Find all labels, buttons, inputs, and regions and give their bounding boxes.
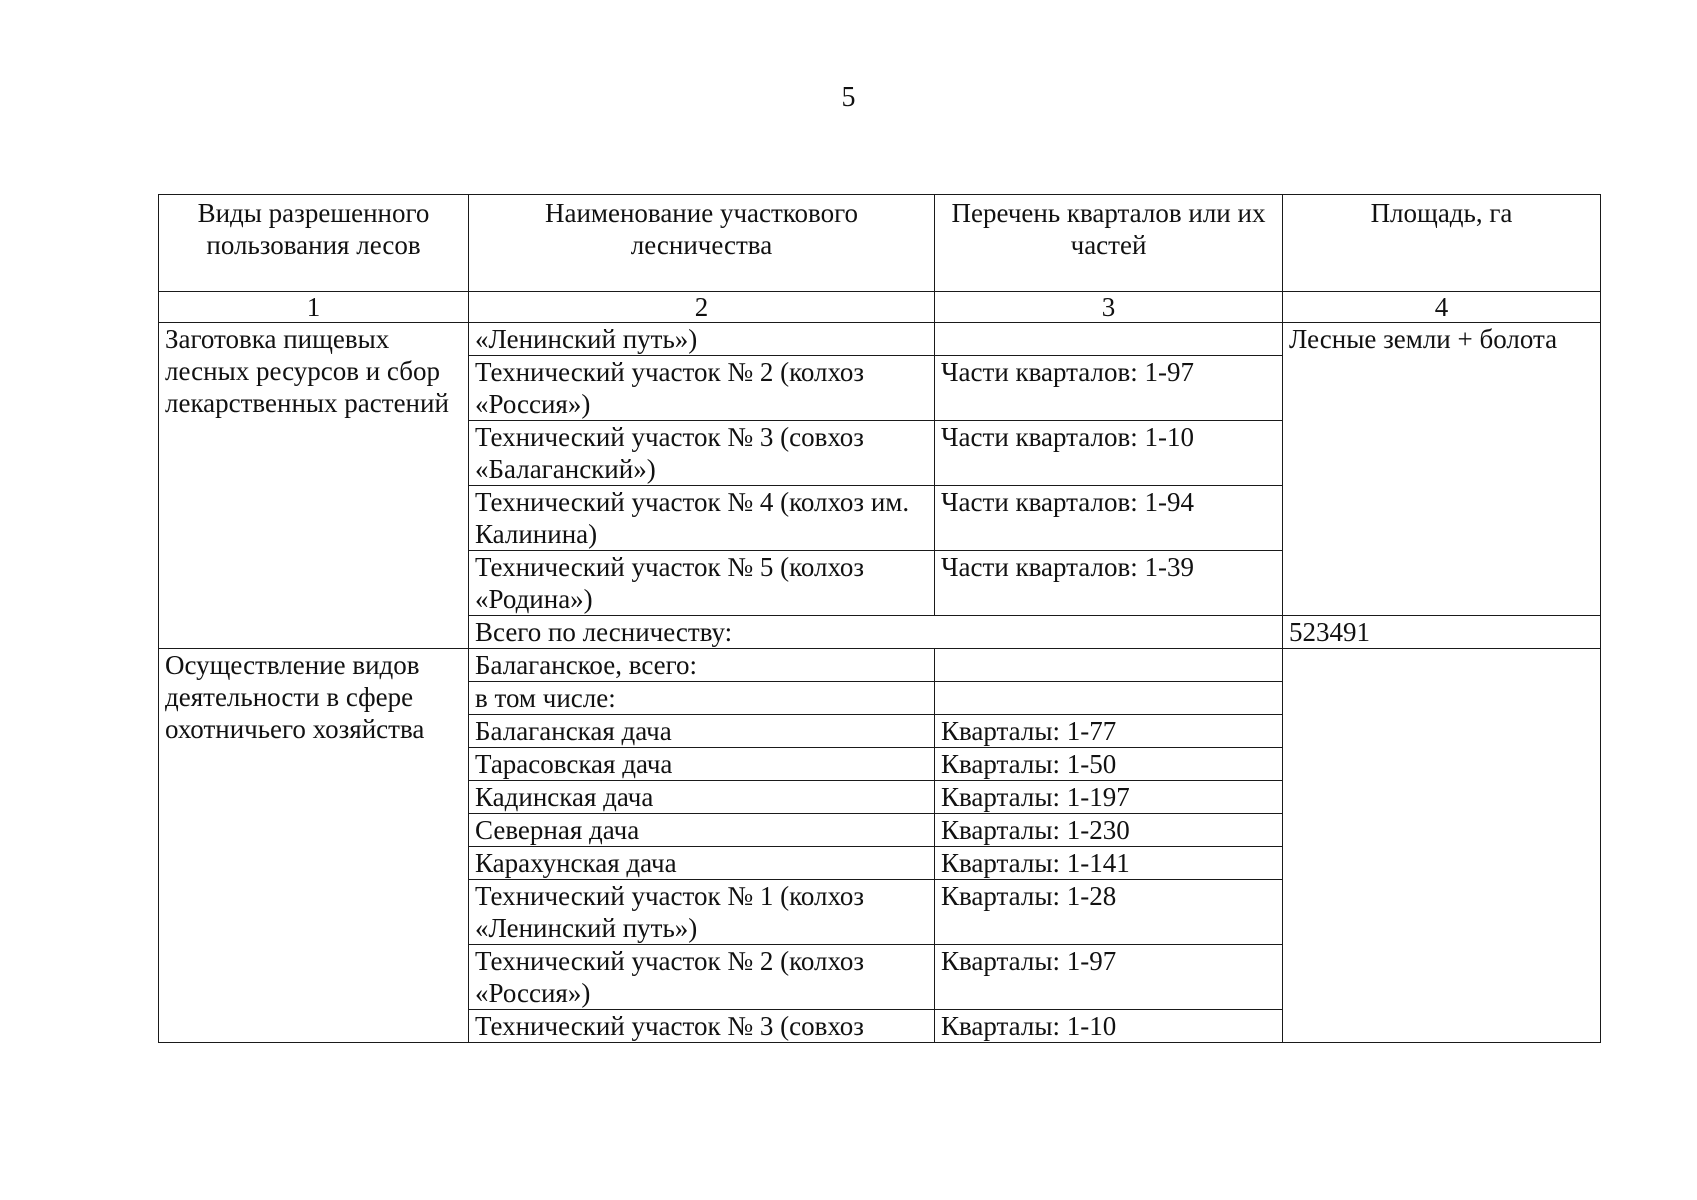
header-forestry-name: Наименование участкового лесничества (469, 195, 935, 292)
quarters-cell: Части кварталов: 1-97 (935, 356, 1283, 421)
quarters-cell (935, 682, 1283, 715)
use-type-cell: Заготовка пищевых лесных ресурсов и сбор лекарственных растений (159, 323, 469, 649)
quarters-cell: Кварталы: 1-141 (935, 847, 1283, 880)
page-number: 5 (841, 82, 856, 113)
column-number: 3 (935, 292, 1283, 323)
quarters-cell (935, 323, 1283, 356)
forestry-cell: Технический участок № 1 (колхоз «Ленинский путь») (469, 880, 935, 945)
forestry-cell: Технический участок № 4 (колхоз им. Калинина) (469, 486, 935, 551)
area-note-cell: Лесные земли + болота (1283, 323, 1601, 616)
forestry-cell: «Ленинский путь») (469, 323, 935, 356)
forestry-cell: Карахунская дача (469, 847, 935, 880)
quarters-cell: Кварталы: 1-230 (935, 814, 1283, 847)
forestry-cell: Технический участок № 5 (колхоз «Родина») (469, 551, 935, 616)
header-use-type: Виды разрешенного пользования лесов (159, 195, 469, 292)
forestry-cell: Технический участок № 3 (совхоз (469, 1010, 935, 1043)
forestry-cell: Технический участок № 2 (колхоз «Россия») (469, 945, 935, 1010)
quarters-cell: Кварталы: 1-10 (935, 1010, 1283, 1043)
forest-use-table (158, 194, 1601, 1043)
forestry-cell: Балаганское, всего: (469, 649, 935, 682)
quarters-cell: Кварталы: 1-197 (935, 781, 1283, 814)
quarters-cell: Кварталы: 1-77 (935, 715, 1283, 748)
header-area: Площадь, га (1283, 195, 1601, 292)
forestry-cell: в том числе: (469, 682, 935, 715)
table-row (159, 649, 1601, 682)
table-row (159, 323, 1601, 356)
forestry-cell: Кадинская дача (469, 781, 935, 814)
forestry-cell: Северная дача (469, 814, 935, 847)
header-row (159, 195, 1601, 292)
column-number: 2 (469, 292, 935, 323)
quarters-cell: Части кварталов: 1-94 (935, 486, 1283, 551)
quarters-cell: Части кварталов: 1-10 (935, 421, 1283, 486)
quarters-cell (935, 649, 1283, 682)
total-value: 523491 (1283, 616, 1601, 649)
column-number: 1 (159, 292, 469, 323)
quarters-cell: Кварталы: 1-97 (935, 945, 1283, 1010)
forestry-cell: Балаганская дача (469, 715, 935, 748)
quarters-cell: Части кварталов: 1-39 (935, 551, 1283, 616)
total-label: Всего по лесничеству: (469, 616, 1283, 649)
forestry-cell: Технический участок № 3 (совхоз «Балаганский») (469, 421, 935, 486)
column-number-row (159, 292, 1601, 323)
forestry-cell: Технический участок № 2 (колхоз «Россия») (469, 356, 935, 421)
area-cell (1283, 649, 1601, 1043)
header-quarters-list: Перечень кварталов или их частей (935, 195, 1283, 292)
column-number: 4 (1283, 292, 1601, 323)
quarters-cell: Кварталы: 1-28 (935, 880, 1283, 945)
forestry-cell: Тарасовская дача (469, 748, 935, 781)
use-type-cell: Осуществление видов деятельности в сфере охотничьего хозяйства (159, 649, 469, 1043)
quarters-cell: Кварталы: 1-50 (935, 748, 1283, 781)
